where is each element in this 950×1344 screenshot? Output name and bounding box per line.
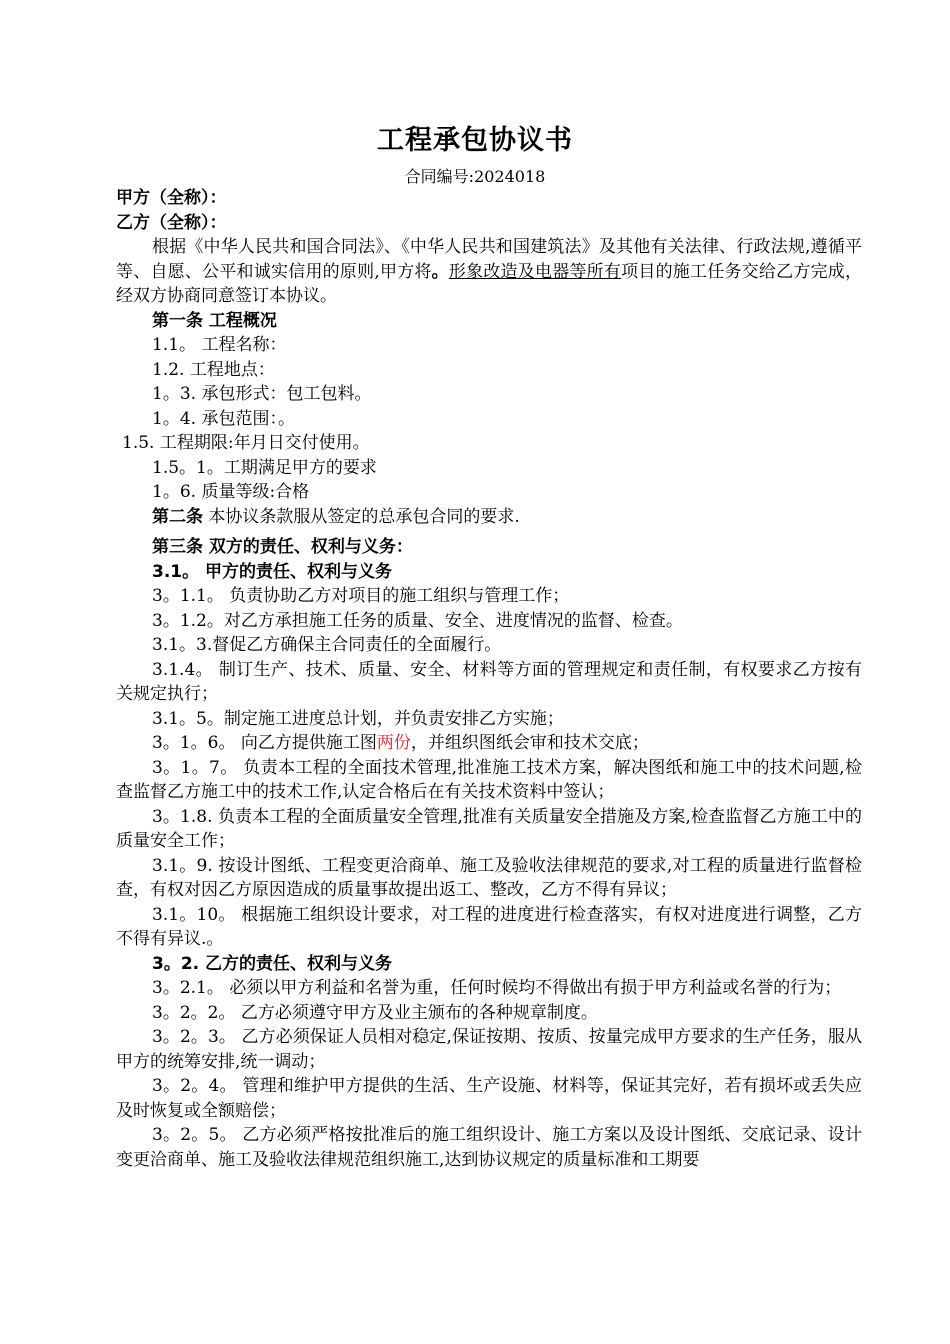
clause-3-1-7: 3。1。7。 负责本工程的全面技术管理,批准施工技术方案，解决图纸和施工中的技术问题,检查监督乙方施工中的技术工作,认定合格后在有关技术资料中签认； [116, 757, 862, 802]
article-1-heading: 第一条 工程概况 [152, 310, 277, 331]
intro-paragraph [116, 235, 862, 309]
article-1-item: 1。4. 承包范围：。 [152, 408, 295, 429]
article-2-text: 本协议条款服从签定的总承包合同的要求. [203, 506, 520, 527]
intro-text-1: 根据《中华人民共和国合同法》、《中华人民共和国建筑法》及其他有关法律、行政法规,遵循平等、自愿、公平和诚实信用的原则,甲方将 [116, 237, 862, 282]
intro-dot: 。 [431, 261, 449, 282]
document-title: 工程承包协议书 [377, 125, 573, 156]
party-a-line: 甲方（全称）： [116, 188, 227, 208]
clause-3-1-9: 3.1。9. 按设计图纸、工程变更洽商单、施工及验收法律规范的要求,对工程的质量进行监督检查，有权对因乙方原因造成的质量事故提出返工、整改，乙方不得有异议； [116, 855, 862, 900]
document-body [116, 186, 862, 1172]
clause-3-1-6 [116, 731, 862, 756]
article-1-item: 1.1。 工程名称： [152, 335, 287, 355]
clause-3-1-1: 3。1.1。 负责协助乙方对项目的施工组织与管理工作； [152, 586, 570, 606]
article-2-label: 第二条 [152, 506, 203, 527]
article-1-item: 1.5。1。工期满足甲方的要求 [152, 457, 377, 478]
clause-3-2-2: 3。2。2。 乙方必须遵守甲方及业主颁布的各种规章制度。 [152, 1002, 598, 1023]
clause-3-2-1: 3。2.1。 必须以甲方利益和名誉为重，任何时候均不得做出有损于甲方利益或名誉的行为； [152, 978, 842, 998]
clause-3-1-5: 3.1。5。制定施工进度总计划，并负责安排乙方实施； [152, 708, 564, 729]
contract-number: 合同编号:2024018 [404, 167, 546, 186]
intro-underlined: 形象改造及电器等所有 [448, 261, 622, 282]
section-3-1-heading: 3.1。 甲方的责任、权利与义务 [152, 561, 393, 582]
clause-3-2-4: 3。2。4。 管理和维护甲方提供的生活、生产设施、材料等，保证其完好，若有损坏或丢失应及时恢复或全额赔偿； [116, 1076, 862, 1121]
clause-3-1-3: 3.1。3.督促乙方确保主合同责任的全面履行。 [152, 635, 502, 655]
clause-3-1-6-text-1: 3。1。6。 向乙方提供施工图 [152, 733, 377, 753]
article-3-heading: 第三条 双方的责任、权利与义务： [152, 537, 413, 557]
clause-3-1-10: 3.1。10。 根据施工组织设计要求，对工程的进度进行检查落实，有权对进度进行调整，乙方不得有异议.。 [116, 904, 862, 949]
section-3-2-heading: 3。2. 乙方的责任、权利与义务 [152, 953, 393, 974]
article-1-item: 1。6. 质量等级:合格 [152, 482, 310, 502]
clause-3-1-4: 3.1.4。 制订生产、技术、质量、安全、材料等方面的管理规定和责任制，有权要求乙方按有关规定执行； [116, 659, 862, 704]
intro-text-2: 项目的施工任务交给乙方完成，经双方协商同意签订本协议。 [116, 261, 863, 306]
clause-3-2-3: 3。2。3。 乙方必须保证人员相对稳定,保证按期、按质、按量完成甲方要求的生产任务，服从甲方的统筹安排,统一调动； [116, 1027, 862, 1072]
party-b-line: 乙方（全称）： [116, 212, 227, 233]
clause-3-1-6-text-2: ，并组织图纸会审和技术交底； [410, 733, 649, 753]
clause-3-1-8: 3。1.8. 负责本工程的全面质量安全管理,批准有关质量安全措施及方案,检查监督乙方施工中的质量安全工作； [116, 806, 862, 851]
article-2-line [116, 505, 862, 530]
article-1-item: 1.2. 工程地点： [152, 359, 275, 380]
clause-3-1-6-highlight: 两份 [376, 733, 411, 753]
clause-3-2-5: 3。2。5。 乙方必须严格按批准后的施工组织设计、施工方案以及设计图纸、交底记录、设计变更洽商单、施工及验收法律规范组织施工,达到协议规定的质量标准和工期要 [116, 1125, 862, 1170]
clause-3-1-2: 3。1.2。对乙方承担施工任务的质量、安全、进度情况的监督、检查。 [152, 610, 683, 631]
article-1-item: 1.5. 工程期限:年月日交付使用。 [122, 433, 370, 453]
article-1-item: 1。3. 承包形式：包工包料。 [152, 384, 372, 404]
